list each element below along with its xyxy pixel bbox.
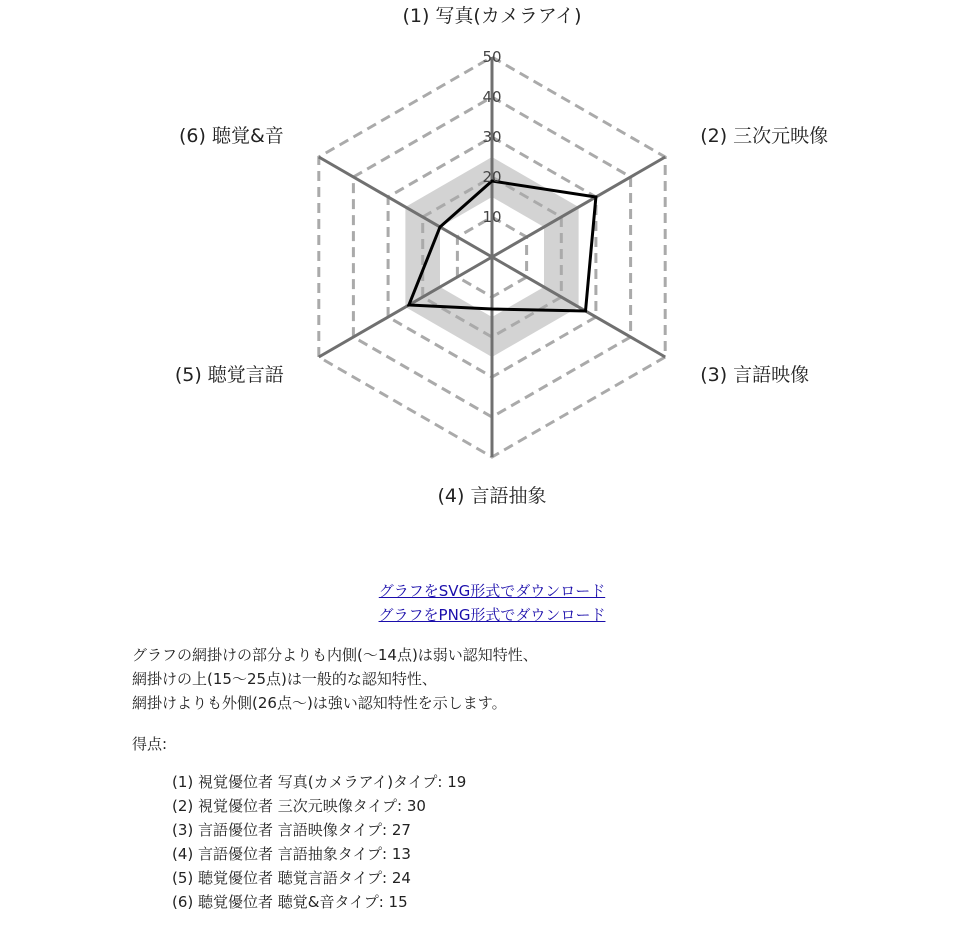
score-list [172,770,466,914]
tick-label-10: 10 [482,208,502,226]
axis-label-2: (2) 三次元映像 [700,125,829,147]
score-item-4: (4) 言語優位者 言語抽象タイプ: 13 [172,845,411,863]
tick-label-40: 40 [482,88,502,106]
tick-label-20: 20 [482,168,502,186]
tick-label-30: 30 [482,128,502,146]
axis-label-6: (6) 聴覚&音 [179,125,284,147]
score-item-5: (5) 聴覚優位者 聴覚言語タイプ: 24 [172,869,411,887]
axis-label-3: (3) 言語映像 [700,364,810,386]
score-item-1: (1) 視覚優位者 写真(カメラアイ)タイプ: 19 [172,773,467,791]
axis-label-1: (1) 写真(カメラアイ) [402,5,582,27]
description-line-3: 網掛けよりも外側(26点～)は強い認知特性を示します。 [132,694,507,712]
score-heading: 得点: [132,735,168,753]
axis-label-5: (5) 聴覚言語 [174,364,284,386]
score-item-6: (6) 聴覚優位者 聴覚&音タイプ: 15 [172,893,408,911]
download-links [0,579,969,627]
download-svg-link[interactable]: グラフをSVG形式でダウンロード [378,582,606,600]
score-item-3: (3) 言語優位者 言語映像タイプ: 27 [172,821,411,839]
score-item-2: (2) 視覚優位者 三次元映像タイプ: 30 [172,797,426,815]
tick-label-50: 50 [482,48,502,66]
axis-label-4: (4) 言語抽象 [437,485,547,507]
download-png-link[interactable]: グラフをPNG形式でダウンロード [378,606,606,624]
description-line-1: グラフの網掛けの部分よりも内側(～14点)は弱い認知特性、 [132,646,538,664]
chart-description [132,643,538,715]
description-line-2: 網掛けの上(15～25点)は一般的な認知特性、 [132,670,437,688]
